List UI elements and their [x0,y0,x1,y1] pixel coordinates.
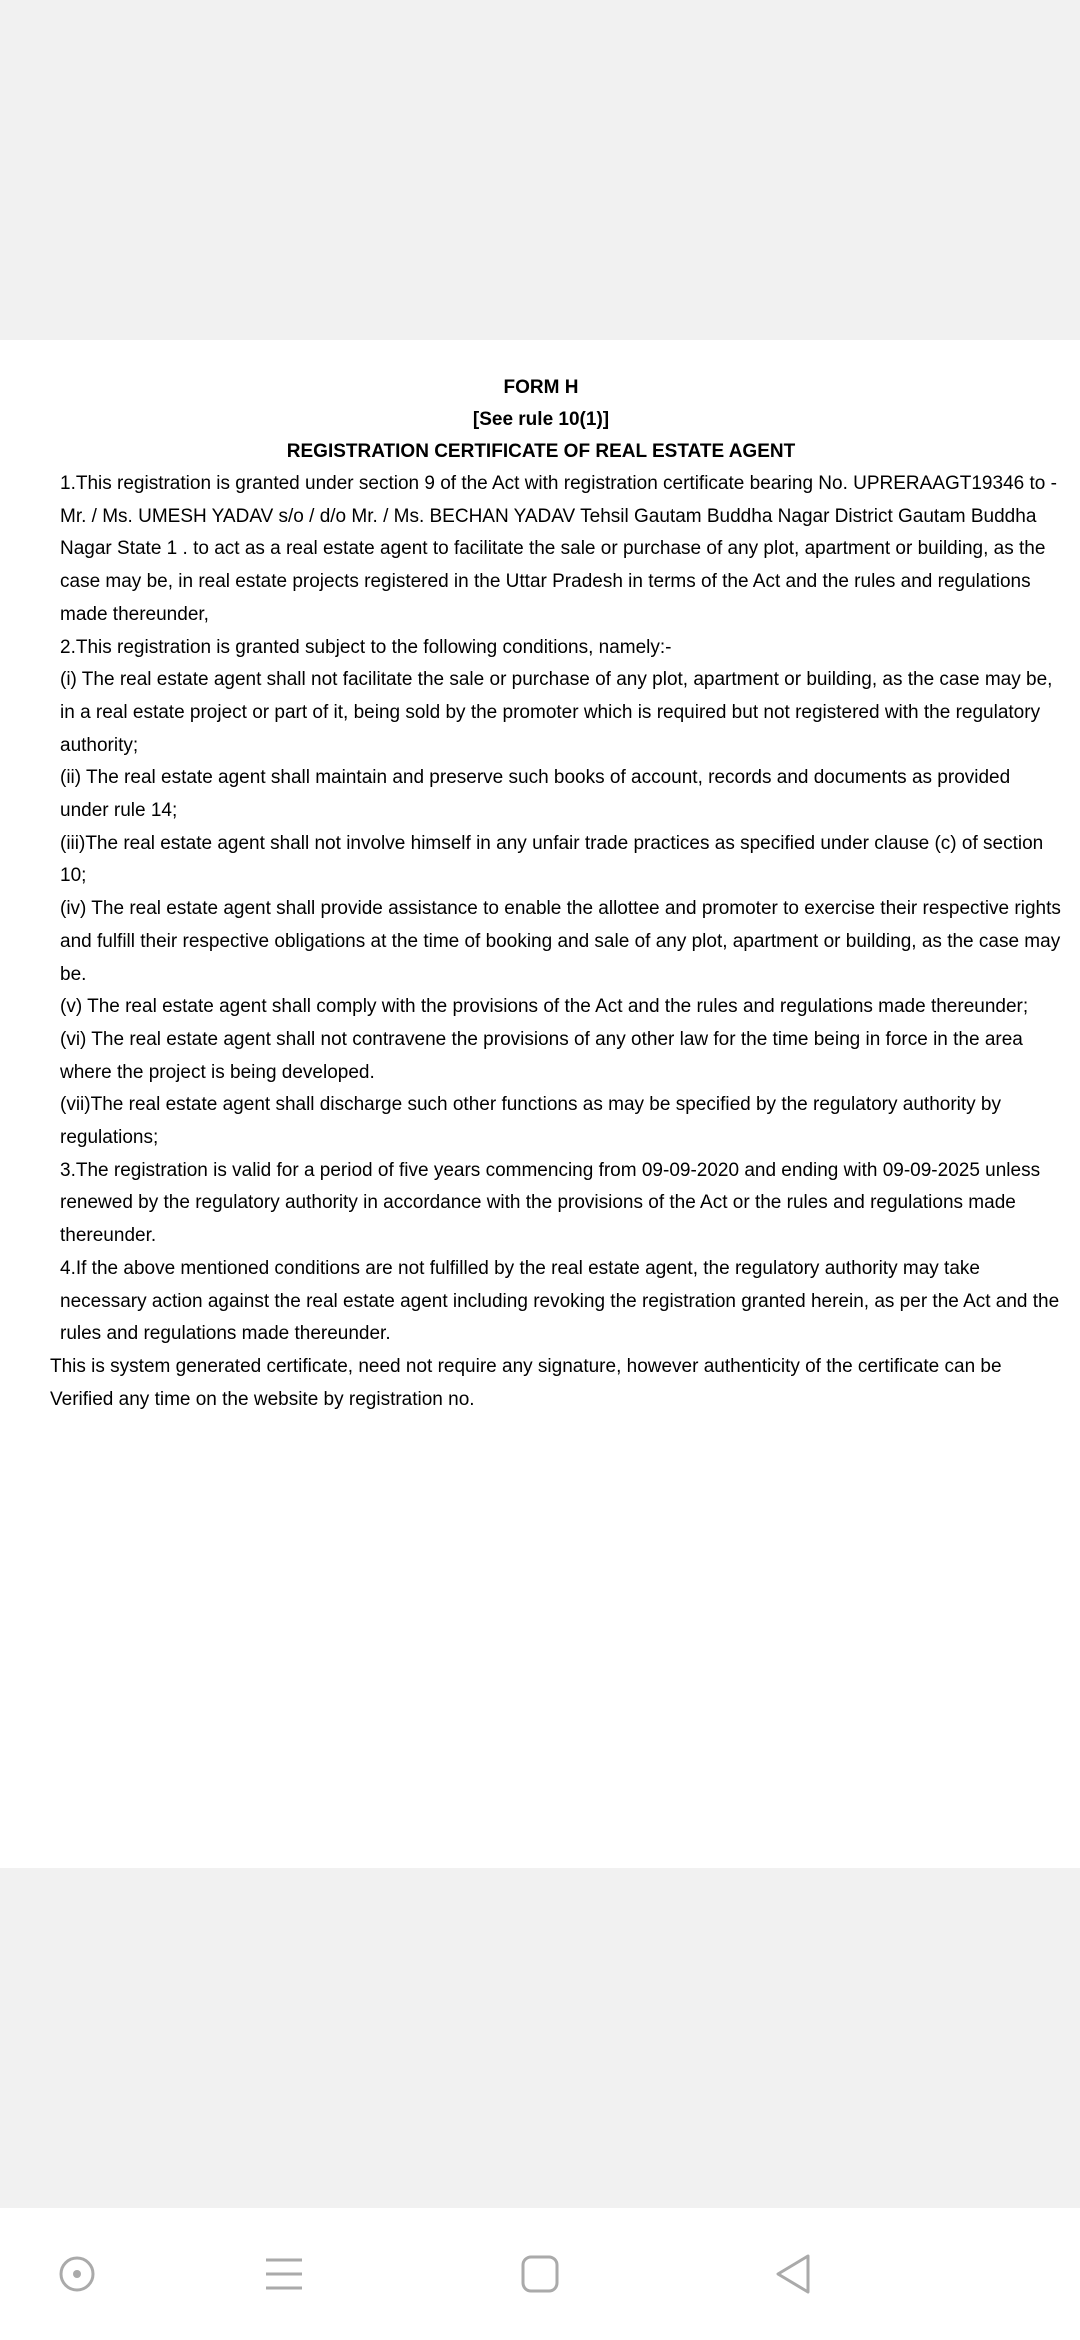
assistant-icon[interactable] [55,2252,99,2296]
top-gray-area [0,0,1080,340]
condition-iii: (iii)The real estate agent shall not involve himself in any unfair trade practices as specified under clause (c) of section 10; [60,832,1044,887]
certificate-page [0,340,1080,1868]
bottom-gray-area [0,1868,1080,2208]
condition-iv: (iv) The real estate agent shall provide assistance to enable the allottee and promoter to exercise their respective rights and fulfill their respective obligations at the time of booking and sale of any plot, apartment or building, as the case may be. [60,898,1061,985]
condition-v: (v) The real estate agent shall comply with the provisions of the Act and the rules and regulations made thereunder; [60,996,1029,1018]
paragraph-3: 3.The registration is valid for a period of five years commencing from 09-09-2020 and ending with 09-09-2025 unless renewed by the regulatory authority in accordance with the provisions of the Act or the rules and regulations made thereunder. [60,1159,1041,1247]
condition-ii: (ii) The real estate agent shall maintain and preserve such books of account, records and documents as provided under rule 14; [60,767,1011,822]
form-rule: [See rule 10(1)] [472,409,610,430]
form-title: FORM H [503,377,579,398]
home-icon[interactable] [518,2252,562,2296]
condition-vii: (vii)The real estate agent shall discharge such other functions as may be specified by the regulatory authority by regulations; [60,1094,1002,1149]
paragraph-2: 2.This registration is granted subject to the following conditions, namely:- [60,636,672,658]
form-heading: REGISTRATION CERTIFICATE OF REAL ESTATE AGENT [286,441,796,462]
navigation-bar [0,2208,1080,2340]
menu-icon[interactable] [262,2252,306,2296]
condition-vi: (vi) The real estate agent shall not contravene the provisions of any other law for the time being in force in the area where the project is being developed. [60,1028,1023,1083]
paragraph-1: 1.This registration is granted under section 9 of the Act with registration certificate bearing No. UPRERAAGT19346 to - Mr. / Ms. UMESH YADAV s/o / d/o Mr. / Ms. BECHAN YADAV Tehsil Gautam Buddha Nagar District Gautam Buddha Nagar State 1 . to act as a real estate agent to facilitate the sale or purchase of any plot, apartment or building, as the case may be, in real estate projects registered in the Uttar Pradesh in terms of the Act and the rules and regulations made thereunder, [60,473,1057,625]
paragraph-4: 4.If the above mentioned conditions are not fulfilled by the real estate agent, the regulatory authority may take necessary action against the real estate agent including revoking the registration granted herein, as per the Act and the rules and regulations made thereunder. [60,1257,1060,1345]
footer-note: This is system generated certificate, need not require any signature, however authenticity of the certificate can be Verified any time on the website by registration no. [50,1355,1002,1410]
certificate-document [0,340,1080,1416]
condition-i: (i) The real estate agent shall not facilitate the sale or purchase of any plot, apartment or building, as the case may be, in a real estate project or part of it, being sold by the promoter which is required but not registered with the regulatory authority; [60,669,1053,756]
back-icon[interactable] [772,2252,816,2296]
